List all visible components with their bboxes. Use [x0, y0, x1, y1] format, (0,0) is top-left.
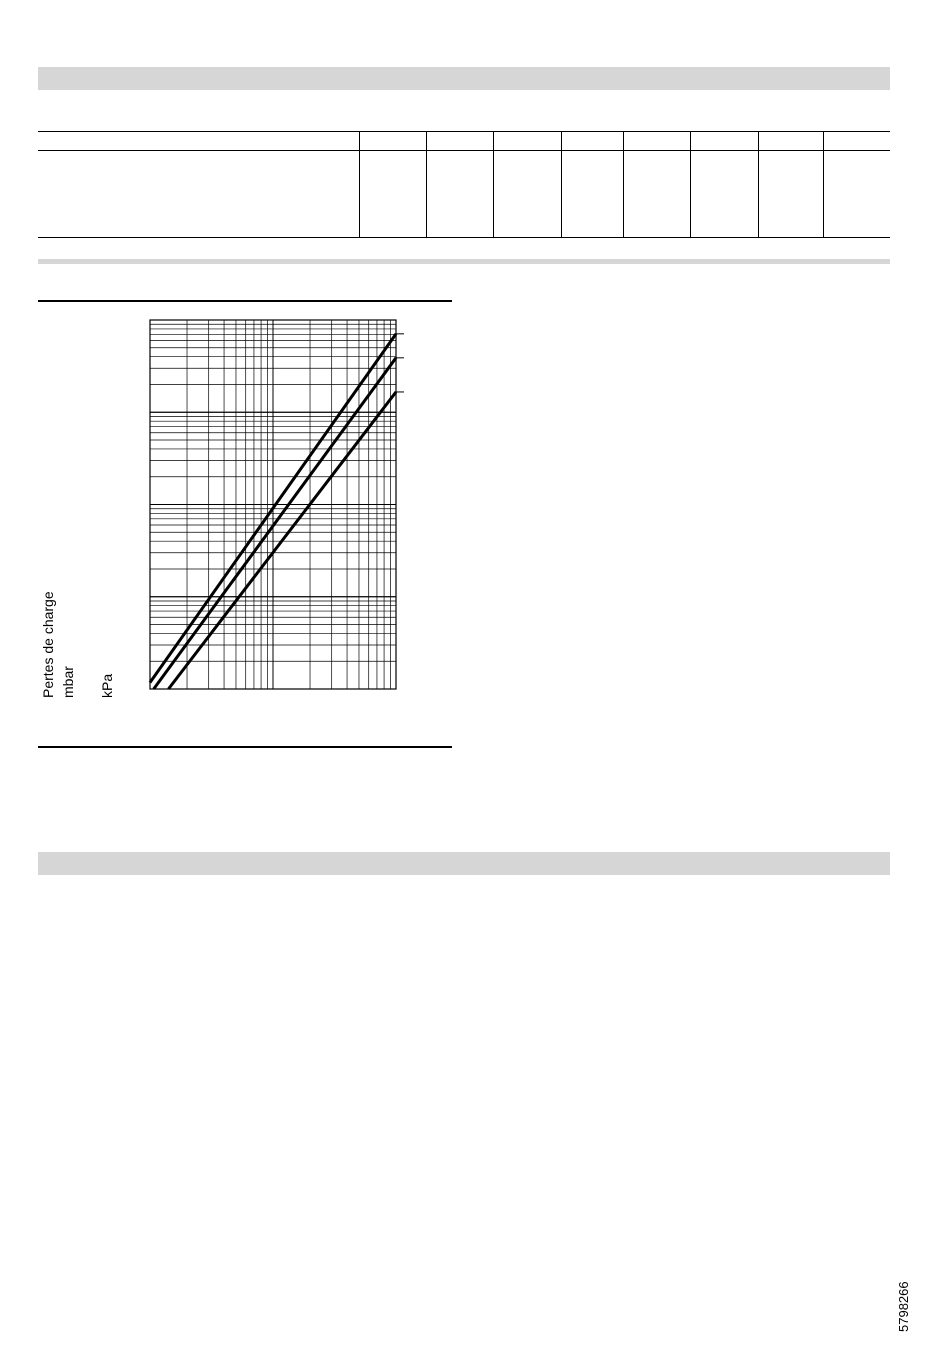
section-header-bar — [38, 852, 890, 875]
series-line-3 — [168, 392, 396, 689]
chart-bottom-rule — [38, 746, 452, 748]
document-number: 5798266 — [896, 1281, 911, 1332]
series-line-2 — [154, 358, 396, 689]
y-unit-kpa: kPa — [99, 673, 115, 698]
y-unit-mbar: mbar — [60, 666, 76, 698]
y-axis-label: Pertes de charge — [40, 591, 56, 698]
